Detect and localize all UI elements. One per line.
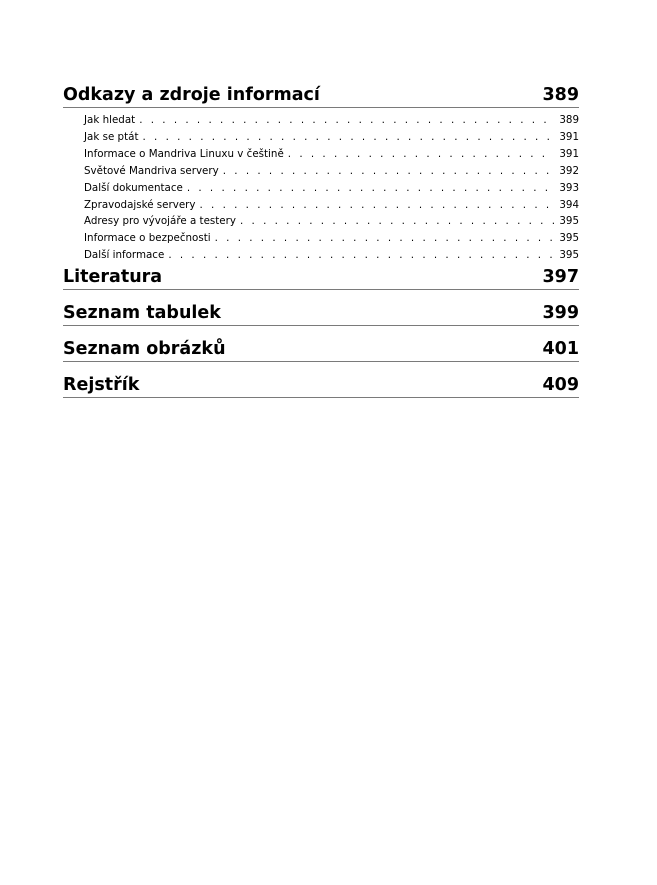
toc-chapter[interactable] xyxy=(63,266,579,290)
entry-title: Adresy pro vývojáře a testery xyxy=(84,215,236,228)
chapter-page-number: 399 xyxy=(542,303,579,324)
chapter-title: Seznam tabulek xyxy=(63,303,221,324)
chapter-page-number: 389 xyxy=(542,85,579,105)
dot-leader xyxy=(187,180,554,197)
chapter-title: Literatura xyxy=(63,267,163,288)
dot-leader xyxy=(223,163,554,180)
entry-page-number: 395 xyxy=(559,232,579,245)
toc-chapter[interactable] xyxy=(63,374,579,398)
toc-entry[interactable] xyxy=(63,213,579,230)
entry-page-number: 389 xyxy=(559,114,579,126)
entry-title: Světové Mandriva servery xyxy=(84,164,219,177)
dot-leader xyxy=(168,247,554,264)
entry-title: Jak hledat xyxy=(84,114,136,126)
chapter-page-number: 401 xyxy=(542,339,579,360)
entry-page-number: 395 xyxy=(559,249,579,262)
toc-entry[interactable] xyxy=(63,197,579,214)
entry-page-number: 391 xyxy=(559,147,579,160)
toc-chapter[interactable] xyxy=(63,338,579,362)
dot-leader xyxy=(215,230,554,247)
toc-entry[interactable] xyxy=(63,129,579,146)
chapter-title: Odkazy a zdroje informací xyxy=(63,85,320,105)
dot-leader xyxy=(139,112,554,129)
dot-leader xyxy=(142,129,554,146)
entry-title: Zpravodajské servery xyxy=(84,198,196,211)
entry-page-number: 395 xyxy=(559,215,579,228)
toc-entry[interactable] xyxy=(63,146,579,163)
entry-page-number: 391 xyxy=(559,130,579,143)
entry-page-number: 393 xyxy=(559,181,579,194)
chapter-page-number: 409 xyxy=(542,375,579,396)
dot-leader xyxy=(288,146,554,163)
toc-entry[interactable] xyxy=(63,230,579,247)
dot-leader xyxy=(200,197,555,214)
dot-leader xyxy=(240,213,554,230)
toc-entry[interactable] xyxy=(63,247,579,264)
toc-entry[interactable] xyxy=(63,180,579,197)
entry-page-number: 394 xyxy=(559,198,579,211)
chapter-page-number: 397 xyxy=(542,267,579,288)
entry-title: Informace o bezpečnosti xyxy=(84,232,211,245)
entry-title: Jak se ptát xyxy=(84,130,139,143)
toc-entry[interactable] xyxy=(63,112,579,129)
toc-chapter[interactable] xyxy=(63,302,579,326)
table-of-contents xyxy=(63,84,579,398)
entry-page-number: 392 xyxy=(559,164,579,177)
toc-entry[interactable] xyxy=(63,163,579,180)
entry-title: Další dokumentace xyxy=(84,181,183,194)
chapter-title: Seznam obrázků xyxy=(63,339,226,360)
entry-title: Informace o Mandriva Linuxu v češtině xyxy=(84,147,284,160)
toc-chapter[interactable] xyxy=(63,84,579,108)
section-list xyxy=(63,108,579,266)
chapter-title: Rejstřík xyxy=(63,375,140,396)
entry-title: Další informace xyxy=(84,249,165,262)
